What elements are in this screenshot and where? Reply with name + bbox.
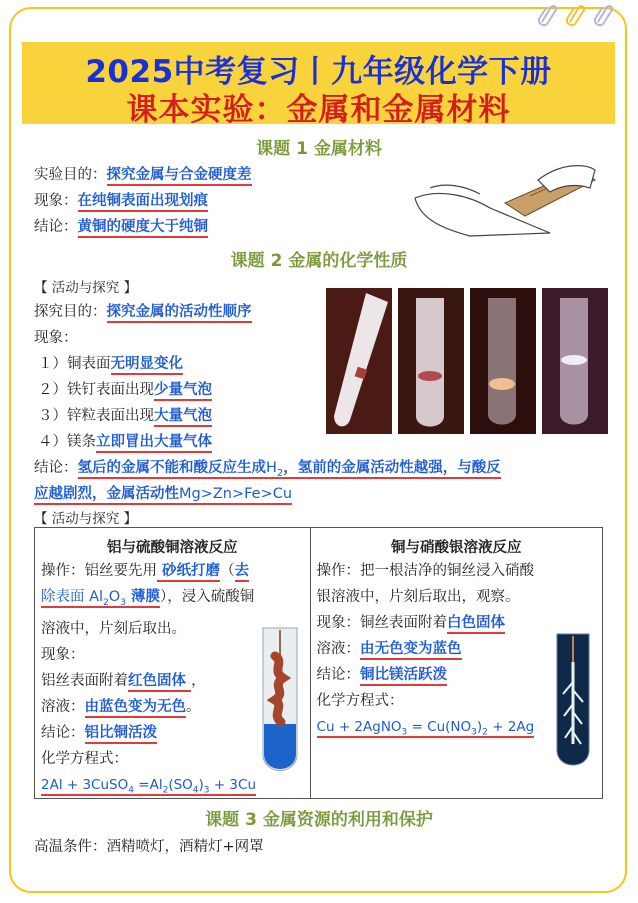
al-cuso4-cell [35, 528, 311, 799]
cu-agno3-tube-photo [551, 632, 595, 772]
al-cuso4-header: 铝与硫酸铜溶液反应 [107, 540, 238, 556]
phenomenon-item-zn: ３）锌粒表面出现大量气泡 [38, 404, 212, 425]
paperclip-icon [536, 2, 558, 28]
topic1-conclusion: 结论：黄铜的硬度大于纯铜 [34, 215, 208, 236]
topic1-phenomenon: 现象：在纯铜表面出现划痕 [34, 189, 208, 210]
topic2-phenomenon-label: 现象： [34, 330, 78, 346]
paperclips [536, 2, 614, 28]
al-cuso4-procedure: 操作：铝丝要先用 砂纸打磨（去 除表面 $Al_2O_3$ 薄膜），浸入硫酸铜 溶液中，片刻后取出。 现象： 铝丝表面附着红色固体 ， 溶液：由蓝色变为无色。 结论：铝比铜活泼 化学方程式： 2Al + 3CuSO$_4$ $=Al_2(SO_4)_3 + 3Cu$ [41, 563, 256, 796]
cu-agno3-header: 铜与硝酸银溶液反应 [391, 540, 522, 556]
al-cuso4-tube-photo [257, 626, 303, 776]
topic1-purpose: 实验目的：探究金属与合金硬度差 [34, 163, 252, 184]
cu-agno3-cell [310, 528, 602, 799]
page-title: 2025中考复习丨九年级化学下册 [85, 54, 552, 90]
paperclip-icon [592, 2, 614, 28]
metal-acid-tubes-photo [326, 288, 608, 434]
experiment-table [34, 527, 603, 799]
activity-label: 【 活动与探究 】 [34, 280, 138, 296]
cu-agno3-procedure: 操作：把一根洁净的铜丝浸入硝酸 银溶液中，片刻后取出，观察。 现象：铜丝表面附着白色固体 溶液：由无色变为蓝色 结论：铜比镁活跃泼 化学方程式： Cu + 2AgNO$_3$ = $Cu(NO_3)_2 + 2Ag$ [316, 563, 535, 738]
title-banner [22, 42, 615, 128]
scratch-test-illustration [410, 158, 600, 238]
topic2-conclusion-line2: 应越剧烈，金属活动性Mg>Zn>Fe>Cu [34, 482, 292, 503]
topic3-title: 课题 3 金属资源的利用和保护 [205, 810, 433, 830]
topic2-title: 课题 2 金属的化学性质 [230, 251, 408, 271]
page-subtitle: 课本实验：金属和金属材料 [126, 92, 511, 128]
topic3-high-temp-conditions: 高温条件：酒精喷灯，酒精灯+网罩 [34, 839, 264, 855]
topic2-purpose: 探究目的：探究金属的活动性顺序 [34, 300, 252, 321]
topic1-title: 课题 1 金属材料 [256, 139, 382, 159]
phenomenon-item-cu: １）铜表面无明显变化 [38, 352, 183, 373]
activity-label-2: 【 活动与探究 】 [34, 511, 138, 527]
paperclip-icon [564, 2, 586, 28]
topic2-conclusion-line1: 结论：氢后的金属不能和酸反应生成$H_2$，氢前的金属活动性越强，与酸反 [34, 460, 501, 479]
phenomenon-item-mg: ４）镁条立即冒出大量气体 [38, 430, 212, 451]
phenomenon-item-fe: ２）铁钉表面出现少量气泡 [38, 378, 212, 399]
